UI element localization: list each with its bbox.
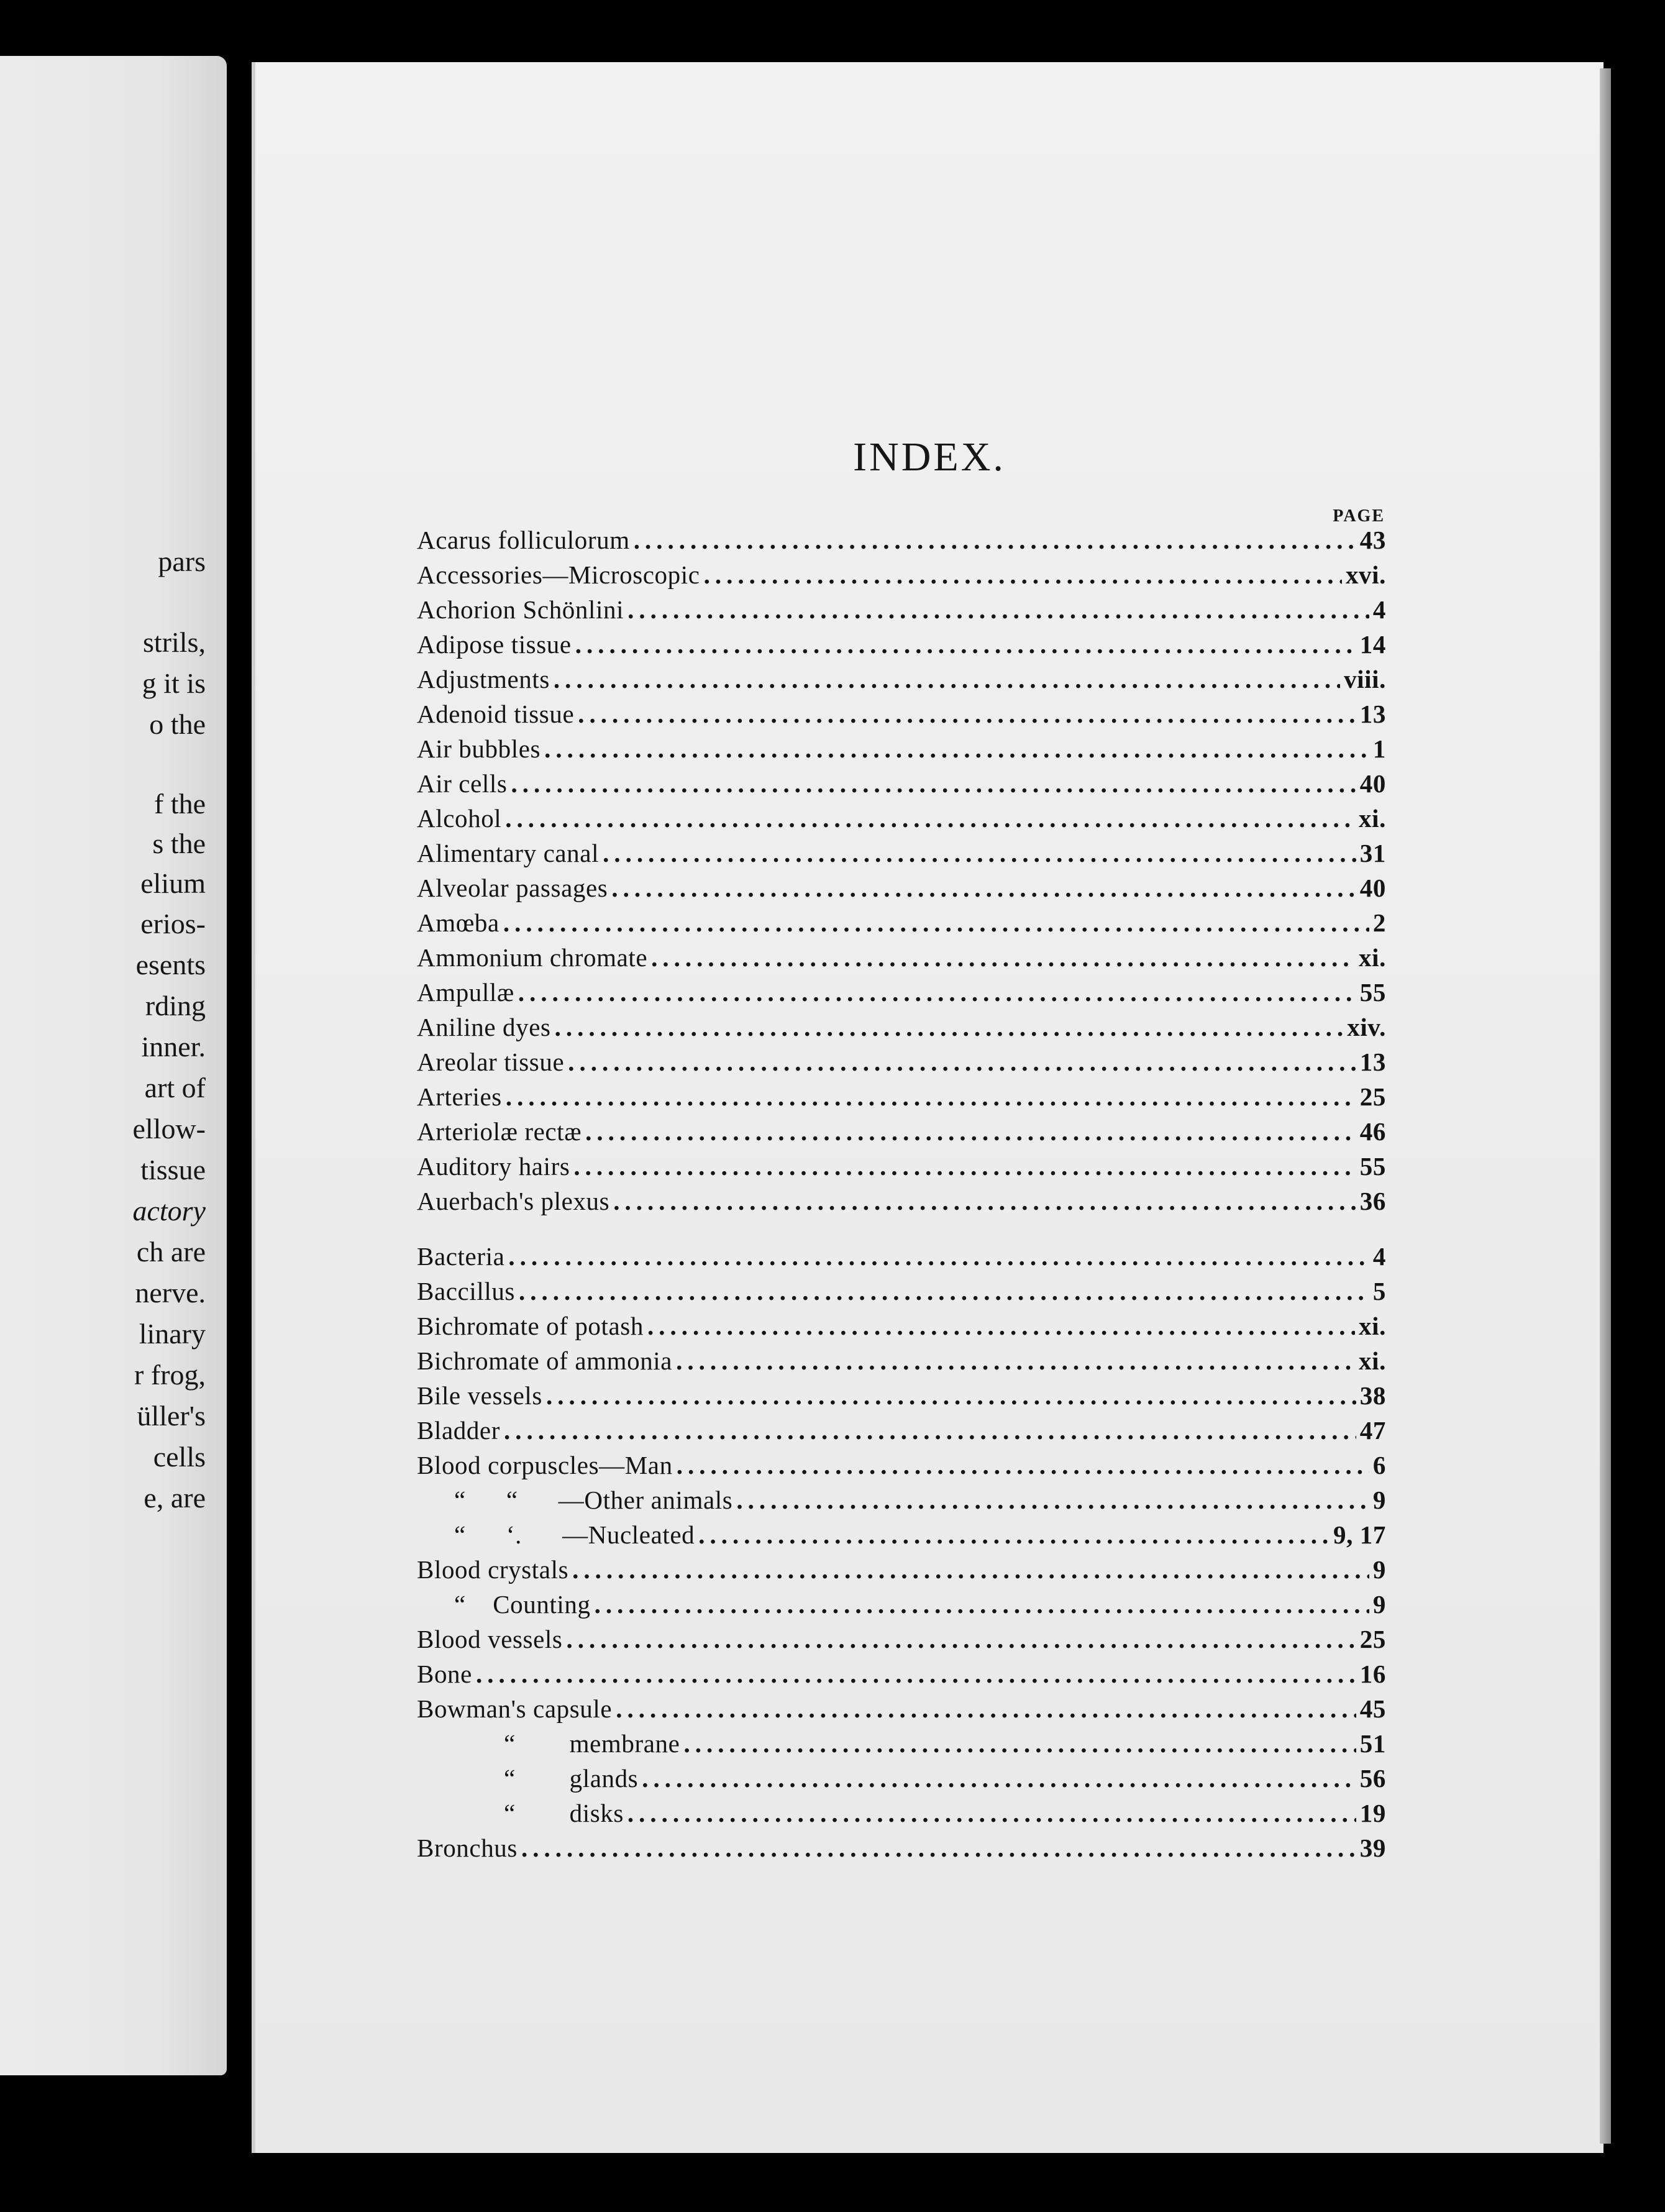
- entry-term: Alimentary canal: [417, 839, 600, 867]
- left-page-line: inner.: [141, 1031, 206, 1063]
- index-entry: [417, 560, 1386, 593]
- entry-page: 2: [1372, 908, 1386, 937]
- left-page-line: nerve.: [135, 1277, 206, 1309]
- index-entry: [417, 977, 1386, 1011]
- index-entry: [417, 1082, 1386, 1115]
- left-page-line: esents: [135, 949, 206, 980]
- entry-page: 14: [1359, 630, 1386, 659]
- entry-term: Ampullæ: [417, 978, 514, 1007]
- entry-page: 9: [1372, 1555, 1386, 1584]
- dot-leader: [595, 1589, 1369, 1619]
- dot-leader: [651, 943, 1355, 972]
- dot-leader: [508, 1241, 1369, 1271]
- entry-term: Alcohol: [417, 804, 502, 833]
- dot-leader: [566, 1624, 1356, 1654]
- entry-term: Ammonium chromate: [417, 943, 648, 972]
- left-page-line: g it is: [142, 667, 206, 699]
- entry-page: 6: [1372, 1451, 1386, 1479]
- left-page-line: tissue: [140, 1154, 206, 1186]
- dot-leader: [511, 769, 1356, 798]
- dot-leader: [572, 1555, 1369, 1584]
- entry-page: 25: [1359, 1082, 1386, 1111]
- index-page: [252, 62, 1603, 2153]
- entry-term: Blood corpuscles—Man: [417, 1451, 673, 1479]
- entry-page: 5: [1372, 1277, 1386, 1305]
- entry-page: 56: [1359, 1764, 1386, 1793]
- left-page-line: rding: [145, 990, 206, 1021]
- entry-page: 45: [1359, 1694, 1386, 1723]
- dot-leader: [546, 1381, 1356, 1410]
- index-entry: [417, 838, 1386, 872]
- dot-leader: [683, 1729, 1356, 1758]
- entry-page: 31: [1359, 839, 1386, 867]
- dot-leader: [616, 1694, 1356, 1724]
- entry-term: “ glands: [504, 1764, 639, 1793]
- entry-page: xi.: [1359, 943, 1386, 972]
- dot-leader: [568, 1047, 1356, 1077]
- index-entry: [417, 629, 1386, 663]
- entry-term: “ “ —Other animals: [454, 1486, 733, 1514]
- index-entry: [417, 1186, 1386, 1220]
- dot-leader: [573, 1151, 1356, 1181]
- entry-term: Bone: [417, 1660, 472, 1688]
- index-entry: [417, 699, 1386, 733]
- entry-page: xvi.: [1345, 560, 1386, 589]
- left-page-line: e, are: [144, 1482, 206, 1514]
- left-page-line: r frog,: [134, 1359, 206, 1391]
- dot-leader: [503, 908, 1369, 938]
- dot-leader: [555, 1012, 1344, 1042]
- index-entry: [417, 1659, 1386, 1693]
- dot-leader: [647, 1311, 1355, 1341]
- index-entry: [417, 873, 1386, 907]
- dot-leader: [518, 977, 1356, 1007]
- dot-leader: [521, 1833, 1356, 1863]
- index-entry: [417, 1276, 1386, 1310]
- entry-page: 19: [1359, 1799, 1386, 1827]
- entry-page: 39: [1359, 1834, 1386, 1862]
- entry-term: “ membrane: [504, 1729, 680, 1758]
- left-page-line: f the: [153, 788, 206, 820]
- index-list: [255, 62, 1603, 2153]
- left-page-line: art of: [144, 1072, 206, 1104]
- page-edge: [1600, 68, 1611, 2144]
- index-entry: [417, 1381, 1386, 1414]
- entry-term: Adjustments: [417, 665, 550, 693]
- dot-leader: [736, 1485, 1369, 1515]
- entry-page: 4: [1372, 595, 1386, 624]
- left-page-line: ch are: [136, 1236, 206, 1268]
- entry-term: “ disks: [504, 1799, 624, 1827]
- left-facing-page: [0, 56, 227, 2075]
- entry-term: Bacteria: [417, 1242, 505, 1271]
- entry-term: Acarus folliculorum: [417, 526, 630, 554]
- entry-term: Areolar tissue: [417, 1048, 565, 1076]
- entry-term: Auerbach's plexus: [417, 1187, 610, 1215]
- entry-term: Bowman's capsule: [417, 1694, 613, 1723]
- entry-page: 9: [1372, 1590, 1386, 1619]
- page-column-header: PAGE: [1333, 506, 1385, 526]
- index-entry: [417, 1346, 1386, 1379]
- entry-page: xi.: [1359, 804, 1386, 833]
- entry-term: “ ‘. —Nucleated: [454, 1520, 695, 1549]
- entry-page: 43: [1359, 526, 1386, 554]
- index-entry: [417, 1415, 1386, 1449]
- entry-page: viii.: [1344, 665, 1386, 693]
- entry-page: 51: [1359, 1729, 1386, 1758]
- index-entry: [417, 1694, 1386, 1727]
- dot-leader: [634, 525, 1356, 555]
- entry-term: Bladder: [417, 1416, 500, 1445]
- dot-leader: [627, 1798, 1356, 1828]
- entry-page: 40: [1359, 769, 1386, 798]
- left-page-line: strils,: [143, 626, 206, 658]
- entry-term: “ Counting: [454, 1590, 591, 1619]
- index-subentry: [417, 1798, 1386, 1832]
- left-page-line: ellow-: [132, 1113, 206, 1145]
- left-page-line: cells: [153, 1441, 206, 1473]
- entry-page: 38: [1359, 1381, 1386, 1410]
- dot-leader: [642, 1763, 1356, 1793]
- index-entry: [417, 943, 1386, 976]
- index-entry: [417, 803, 1386, 837]
- left-page-line: pars: [158, 546, 206, 577]
- dot-leader: [504, 1415, 1356, 1445]
- left-page-line: üller's: [137, 1400, 206, 1432]
- left-page-line: s the: [152, 828, 206, 859]
- dot-leader: [698, 1520, 1330, 1550]
- entry-term: Achorion Schönlini: [417, 595, 624, 624]
- dot-leader: [544, 734, 1369, 764]
- entry-page: 36: [1359, 1187, 1386, 1215]
- entry-term: Adipose tissue: [417, 630, 572, 659]
- entry-term: Baccillus: [417, 1277, 515, 1305]
- index-entry: [417, 664, 1386, 698]
- dot-leader: [676, 1346, 1355, 1376]
- index-entry: [417, 525, 1386, 559]
- index-entry: [417, 1151, 1386, 1185]
- index-entry: [417, 1241, 1386, 1275]
- left-page-line: erios-: [140, 908, 206, 939]
- dot-leader: [627, 595, 1369, 624]
- entry-term: Blood crystals: [417, 1555, 569, 1584]
- entry-page: 46: [1359, 1117, 1386, 1146]
- dot-leader: [519, 1276, 1369, 1306]
- left-page-line: elium: [140, 867, 206, 899]
- entry-page: 16: [1359, 1660, 1386, 1688]
- left-page-line: actory: [132, 1195, 206, 1227]
- index-entry: [417, 1450, 1386, 1484]
- dot-leader: [505, 803, 1355, 833]
- entry-page: 40: [1359, 874, 1386, 902]
- entry-page: 9, 17: [1333, 1520, 1386, 1549]
- entry-page: 47: [1359, 1416, 1386, 1445]
- left-page-line: o the: [149, 708, 206, 740]
- entry-page: 13: [1359, 1048, 1386, 1076]
- entry-page: 55: [1359, 978, 1386, 1007]
- index-subentry: [417, 1520, 1386, 1553]
- index-entry: [417, 1833, 1386, 1867]
- entry-term: Air cells: [417, 769, 508, 798]
- entry-term: Accessories—Microscopic: [417, 560, 700, 589]
- entry-term: Adenoid tissue: [417, 700, 575, 728]
- dot-leader: [603, 838, 1356, 868]
- dot-leader: [677, 1450, 1369, 1480]
- entry-term: Amœba: [417, 908, 500, 937]
- index-entry: [417, 1311, 1386, 1345]
- entry-page: xi.: [1359, 1346, 1386, 1375]
- index-entry: [417, 595, 1386, 628]
- dot-leader: [506, 1082, 1356, 1112]
- index-entry: [417, 1012, 1386, 1046]
- index-entry: [417, 1117, 1386, 1150]
- index-subentry: [417, 1763, 1386, 1797]
- dot-leader: [554, 664, 1340, 694]
- dot-leader: [611, 873, 1356, 903]
- entry-page: 25: [1359, 1625, 1386, 1653]
- dot-leader: [613, 1186, 1356, 1216]
- entry-term: Arteries: [417, 1082, 502, 1111]
- entry-page: 4: [1372, 1242, 1386, 1271]
- entry-page: xiv.: [1347, 1013, 1386, 1041]
- entry-term: Bichromate of ammonia: [417, 1346, 673, 1375]
- index-entry: [417, 1624, 1386, 1658]
- index-subentry: [417, 1485, 1386, 1519]
- index-entry: [417, 734, 1386, 767]
- entry-page: 9: [1372, 1486, 1386, 1514]
- entry-page: 55: [1359, 1152, 1386, 1181]
- left-page-line: linary: [139, 1318, 206, 1350]
- entry-term: Bronchus: [417, 1834, 518, 1862]
- index-entry: [417, 1047, 1386, 1081]
- index-subentry: [417, 1729, 1386, 1762]
- entry-term: Aniline dyes: [417, 1013, 551, 1041]
- entry-page: xi.: [1359, 1312, 1386, 1340]
- entry-term: Bichromate of potash: [417, 1312, 644, 1340]
- entry-term: Bile vessels: [417, 1381, 542, 1410]
- index-entry: [417, 769, 1386, 802]
- dot-leader: [578, 699, 1356, 729]
- entry-term: Air bubbles: [417, 734, 541, 763]
- entry-term: Arteriolæ rectæ: [417, 1117, 582, 1146]
- index-subentry: [417, 1589, 1386, 1623]
- dot-leader: [476, 1659, 1356, 1689]
- page-title: INDEX.: [853, 434, 1006, 480]
- entry-term: Blood vessels: [417, 1625, 563, 1653]
- index-entry: [417, 908, 1386, 941]
- entry-page: 1: [1372, 734, 1386, 763]
- index-entry: [417, 1555, 1386, 1588]
- entry-term: Alveolar passages: [417, 874, 608, 902]
- dot-leader: [704, 560, 1342, 590]
- dot-leader: [585, 1117, 1356, 1146]
- entry-term: Auditory hairs: [417, 1152, 570, 1181]
- dot-leader: [575, 629, 1356, 659]
- entry-page: 13: [1359, 700, 1386, 728]
